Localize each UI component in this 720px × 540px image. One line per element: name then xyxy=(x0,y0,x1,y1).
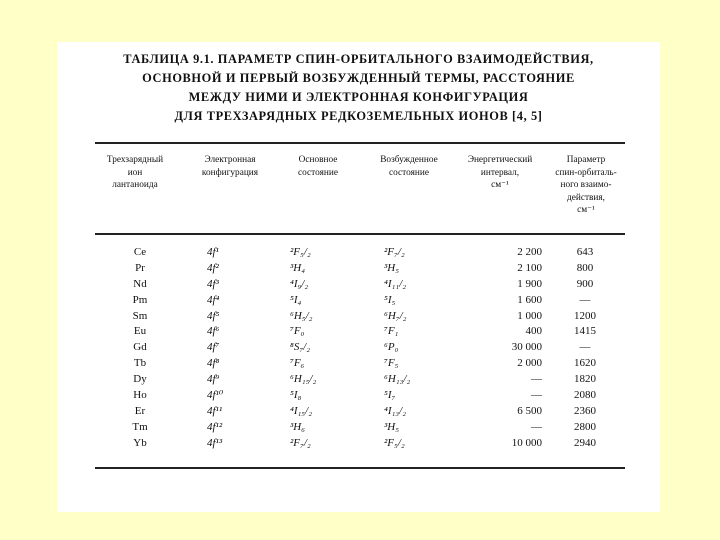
table-title xyxy=(57,50,660,126)
table-cell-ion: Pm xyxy=(132,293,148,306)
table-cell-energy: 2 100 xyxy=(517,261,542,274)
table-cell-excited: ²F₅/₂ xyxy=(384,436,405,449)
table-cell-ground: ⁸S₇/₂ xyxy=(290,341,311,354)
table-cell-param: 900 xyxy=(576,277,594,290)
header-ion: Трехзарядный ион лантаноида xyxy=(106,155,164,190)
table-cell-param: — xyxy=(579,293,591,306)
table-cell-ground: ²F₅/₂ xyxy=(290,246,311,258)
table-cell-excited: ⁴I₁₃/₂ xyxy=(384,404,407,417)
table-cell-ion: Er xyxy=(134,404,146,417)
table-cell-excited: ⁵I₅ xyxy=(384,293,396,306)
table-cell-excited: ⁴I₁₁/₂ xyxy=(384,277,407,290)
table-cell-excited: ³H₅ xyxy=(384,261,400,274)
table-cell-ion: Tm xyxy=(132,420,148,433)
table-cell-param: 1200 xyxy=(574,309,596,322)
table-cell-config: 4f⁸ xyxy=(207,357,220,370)
table-cell-excited: ²F₇/₂ xyxy=(384,246,405,258)
table-cell-energy: — xyxy=(531,420,542,433)
table-cell-config: 4f⁶ xyxy=(207,325,220,338)
table-cell-ground: ²F₇/₂ xyxy=(290,436,311,449)
table-cell-ion: Pr xyxy=(135,261,145,274)
column-spin-orbit-parameter xyxy=(560,245,610,452)
table-cell-ion: Yb xyxy=(133,436,147,449)
header-ground-state: Основное состояние xyxy=(298,155,338,178)
column-excited-state xyxy=(384,245,444,452)
title-line: МЕЖДУ НИМИ И ЭЛЕКТРОННАЯ КОНФИГУРАЦИЯ xyxy=(188,90,529,104)
column-energy-interval xyxy=(470,245,542,452)
header-energy-interval: Энергетический интервал, см⁻¹ xyxy=(467,155,533,190)
table-cell-config: 4f⁵ xyxy=(207,309,220,322)
title-line: ДЛЯ ТРЕХЗАРЯДНЫХ РЕДКОЗЕМЕЛЬНЫХ ИОНОВ [4, 5] xyxy=(174,109,543,123)
header-rule xyxy=(95,233,625,235)
table-cell-param: 1415 xyxy=(574,325,596,338)
table-cell-ground: ⁷F₀ xyxy=(290,325,305,338)
table-cell-ion: Nd xyxy=(133,277,147,290)
table-cell-ion: Ho xyxy=(133,389,147,402)
table-cell-config: 4f¹² xyxy=(207,420,223,433)
title-line: ТАБЛИЦА 9.1. ПАРАМЕТР СПИН-ОРБИТАЛЬНОГО ВЗАИМОДЕЙСТВИЯ, xyxy=(123,52,594,66)
table-cell-ion: Dy xyxy=(133,373,147,386)
table-cell-param: 1820 xyxy=(574,373,596,386)
table-cell-config: 4f¹³ xyxy=(207,436,223,449)
table-cell-energy: 400 xyxy=(525,325,542,338)
table-cell-ion: Eu xyxy=(133,325,147,338)
table-cell-energy: 1 900 xyxy=(517,277,542,290)
table-cell-energy: 30 000 xyxy=(511,341,542,354)
table-cell-energy: 2 200 xyxy=(517,246,542,258)
table-cell-config: 4f⁹ xyxy=(207,373,220,386)
table-cell-param: 1620 xyxy=(574,357,596,370)
table-cell-ground: ⁶H₁₅/₂ xyxy=(290,373,317,386)
header-spin-orbit-parameter: Параметр спин-орбиталь- ного взаимо- действия, см⁻¹ xyxy=(555,155,617,215)
table-cell-excited: ⁷F₅ xyxy=(384,357,399,370)
table-cell-ion: Tb xyxy=(133,357,147,370)
table-cell-param: 2080 xyxy=(574,389,596,402)
table-cell-ion: Ce xyxy=(133,246,147,258)
table-cell-excited: ³H₅ xyxy=(384,420,400,433)
table-cell-ion: Gd xyxy=(133,341,147,354)
table-cell-config: 4f¹¹ xyxy=(207,404,223,417)
table-cell-energy: 1 000 xyxy=(517,309,542,322)
table-cell-param: 2360 xyxy=(574,404,596,417)
table-cell-energy: 1 600 xyxy=(517,293,542,306)
table-cell-excited: ⁶P₀ xyxy=(384,341,399,354)
table-cell-param: — xyxy=(579,341,591,354)
table-cell-ground: ⁴I₉/₂ xyxy=(290,277,309,290)
table-cell-config: 4f⁴ xyxy=(207,293,220,306)
table-cell-config: 4f² xyxy=(207,261,219,274)
table-cell-config: 4f¹⁰ xyxy=(207,389,224,402)
table-cell-param: 643 xyxy=(576,246,594,258)
table-cell-energy: — xyxy=(531,373,542,386)
bottom-rule xyxy=(95,467,625,469)
table-cell-ground: ⁴I₁₅/₂ xyxy=(290,404,313,417)
table-cell-ground: ⁷F₆ xyxy=(290,357,305,370)
table-cell-param: 2940 xyxy=(574,436,596,449)
table-cell-excited: ⁵I₇ xyxy=(384,389,396,402)
top-rule xyxy=(95,142,625,144)
table-cell-ground: ⁵I₄ xyxy=(290,293,302,306)
table-cell-ground: ³H₄ xyxy=(290,261,306,274)
table-cell-ground: ³H₆ xyxy=(290,420,306,433)
table-cell-param: 2800 xyxy=(574,420,596,433)
table-cell-config: 4f¹ xyxy=(207,246,219,258)
table-cell-config: 4f³ xyxy=(207,277,219,290)
table-cell-ground: ⁵I₈ xyxy=(290,389,302,402)
table-cell-excited: ⁷F₁ xyxy=(384,325,399,338)
table-cell-ground: ⁶H₅/₂ xyxy=(290,309,313,322)
header-excited-state: Возбужденное состояние xyxy=(380,155,438,178)
table-cell-param: 800 xyxy=(576,261,594,274)
table-cell-energy: — xyxy=(531,389,542,402)
title-line: ОСНОВНОЙ И ПЕРВЫЙ ВОЗБУЖДЕННЫЙ ТЕРМЫ, РАССТОЯНИЕ xyxy=(142,71,575,85)
table-cell-energy: 6 500 xyxy=(517,404,542,417)
document-page xyxy=(57,42,660,512)
table-cell-energy: 2 000 xyxy=(517,357,542,370)
table-cell-excited: ⁶H₇/₂ xyxy=(384,309,407,322)
table-cell-config: 4f⁷ xyxy=(207,341,220,354)
header-config: Электронная конфигурация xyxy=(201,155,259,178)
column-ion xyxy=(115,245,165,452)
column-ground-state xyxy=(290,245,350,452)
table-cell-energy: 10 000 xyxy=(511,436,542,449)
table-cell-excited: ⁶H₁₃/₂ xyxy=(384,373,411,386)
column-config xyxy=(207,245,251,452)
table-cell-ion: Sm xyxy=(132,309,148,322)
